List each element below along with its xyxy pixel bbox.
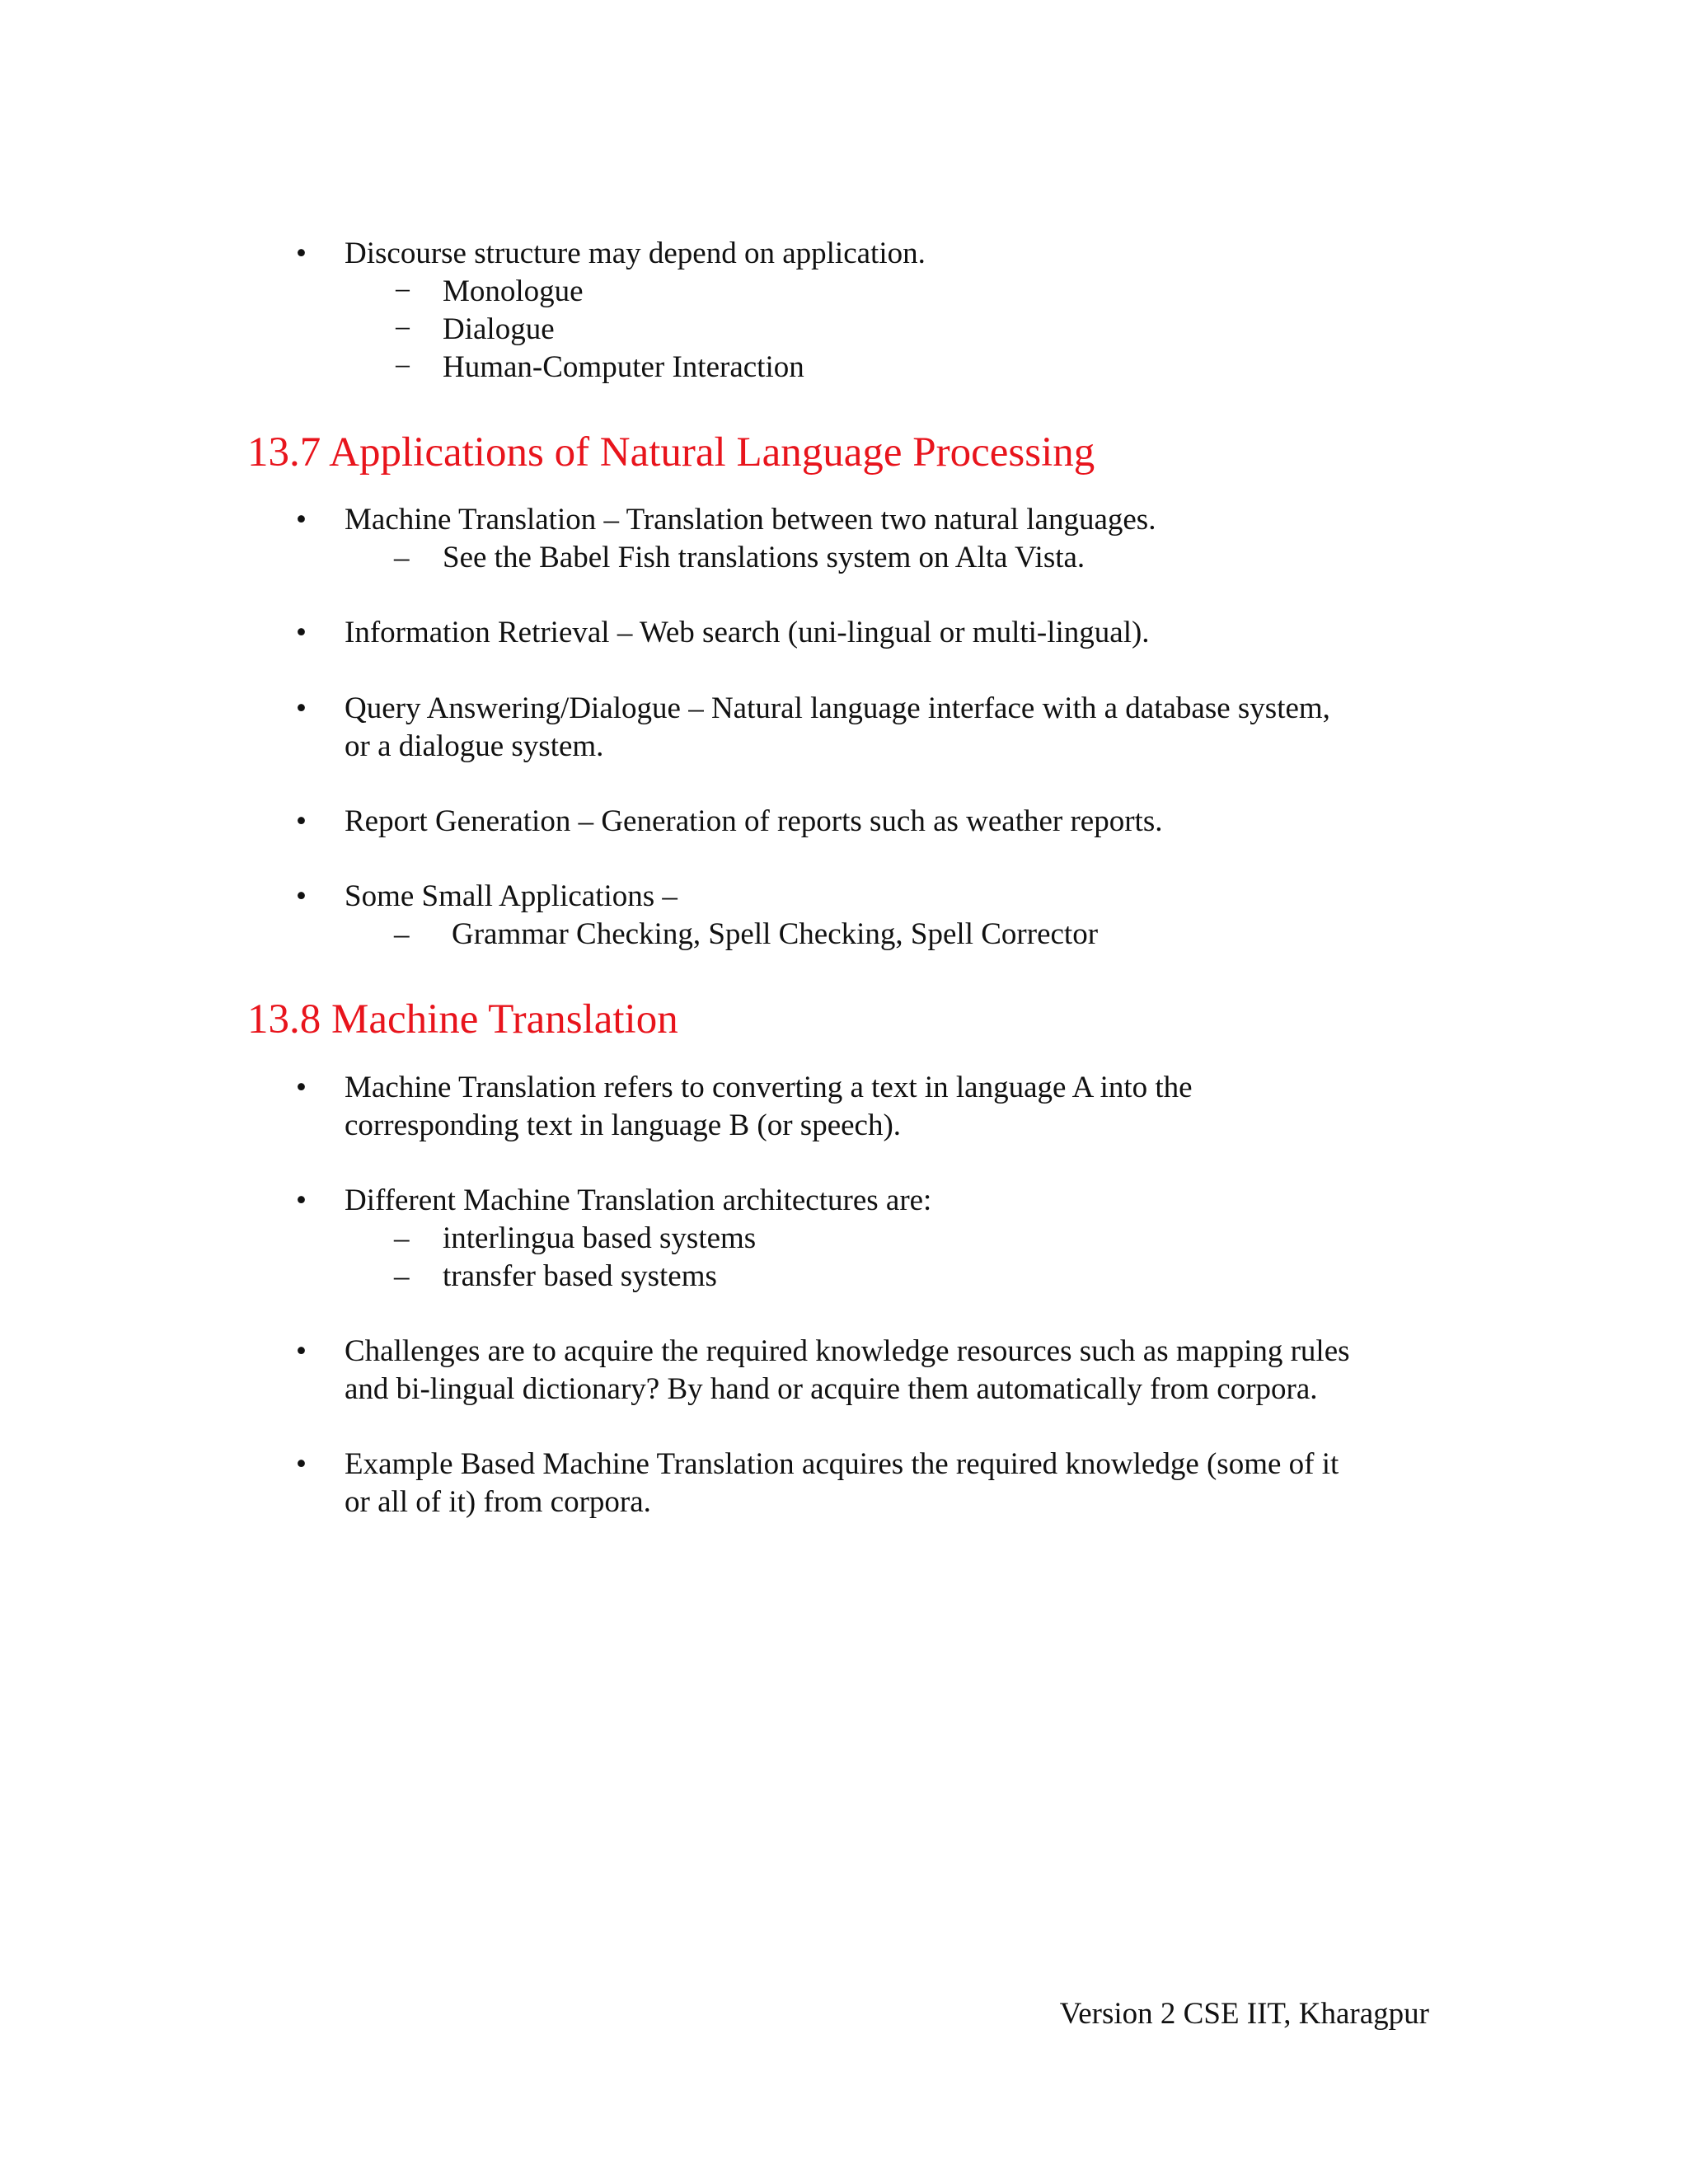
bullet-mark: • <box>296 691 307 725</box>
bullet-mark: • <box>296 616 307 649</box>
bullet-mark: • <box>296 1334 307 1368</box>
dash-mark: − <box>394 312 411 346</box>
dash-mark: – <box>394 541 410 574</box>
bullet-mark: • <box>296 879 307 913</box>
page-footer: Version 2 CSE IIT, Kharagpur <box>1059 1997 1429 2031</box>
bullet-text-continued: and bi-lingual dictionary? By hand or acquire them automatically from corpora. <box>345 1372 1318 1406</box>
dash-mark: – <box>394 917 410 951</box>
bullet-mark: • <box>296 804 307 838</box>
sub-item-text: transfer based systems <box>443 1259 717 1293</box>
sub-item-text: Dialogue <box>443 312 555 346</box>
dash-mark: – <box>394 1259 410 1293</box>
bullet-text: Challenges are to acquire the required knowledge resources such as mapping rules <box>345 1334 1350 1368</box>
dash-mark: − <box>394 350 411 384</box>
sub-item-text: Human-Computer Interaction <box>443 350 804 384</box>
section-heading: 13.7 Applications of Natural Language Processing <box>247 429 1095 476</box>
bullet-text-continued: corresponding text in language B (or speech). <box>345 1108 902 1142</box>
bullet-text: Query Answering/Dialogue – Natural language interface with a database system, <box>345 691 1330 725</box>
sub-item-text: interlingua based systems <box>443 1221 757 1255</box>
sub-item-text: Monologue <box>443 274 584 308</box>
bullet-text: Example Based Machine Translation acquires the required knowledge (some of it <box>345 1447 1339 1481</box>
bullet-text-continued: or a dialogue system. <box>345 729 604 763</box>
bullet-text: Information Retrieval – Web search (uni-lingual or multi-lingual). <box>345 616 1150 649</box>
bullet-text: Some Small Applications – <box>345 879 678 913</box>
bullet-text: Machine Translation refers to converting a text in language A into the <box>345 1071 1193 1104</box>
bullet-text: Different Machine Translation architectures are: <box>345 1183 932 1217</box>
section-heading: 13.8 Machine Translation <box>247 996 678 1043</box>
bullet-text-continued: or all of it) from corpora. <box>345 1485 651 1519</box>
bullet-text: Discourse structure may depend on application. <box>345 237 926 270</box>
bullet-text: Report Generation – Generation of reports such as weather reports. <box>345 804 1163 838</box>
sub-item-text: See the Babel Fish translations system on Alta Vista. <box>443 541 1085 574</box>
dash-mark: – <box>394 1221 410 1255</box>
bullet-mark: • <box>296 1071 307 1104</box>
dash-mark: − <box>394 274 411 308</box>
bullet-mark: • <box>296 237 307 270</box>
sub-item-text: Grammar Checking, Spell Checking, Spell Corrector <box>452 917 1099 951</box>
bullet-mark: • <box>296 503 307 537</box>
bullet-text: Machine Translation – Translation between two natural languages. <box>345 503 1156 537</box>
bullet-mark: • <box>296 1183 307 1217</box>
bullet-mark: • <box>296 1447 307 1481</box>
